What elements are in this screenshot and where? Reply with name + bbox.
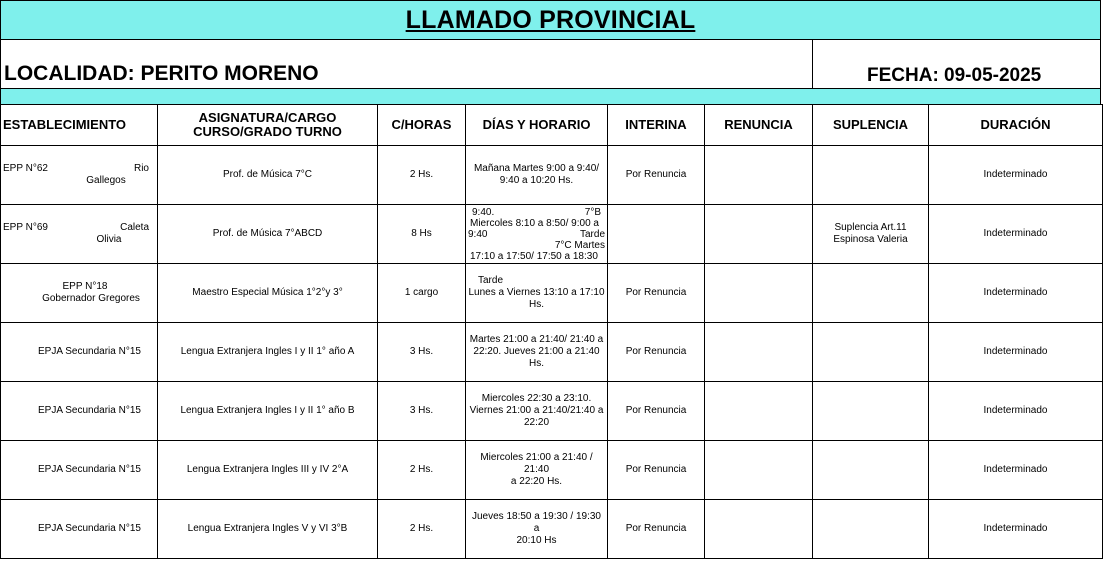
cell-horario[interactable] <box>466 441 608 500</box>
estab-city: Gallegos <box>86 175 126 186</box>
cell-asignatura[interactable]: Prof. de Música 7°ABCD <box>158 205 378 264</box>
cell-horario[interactable] <box>466 500 608 559</box>
table-row <box>1 146 1103 205</box>
header-interina[interactable]: INTERINA <box>608 105 705 146</box>
header-suplencia[interactable]: SUPLENCIA <box>813 105 929 146</box>
horario-line: Lunes a Viernes 13:10 a 17:10 <box>468 287 605 298</box>
horario-line: 20:10 Hs <box>516 535 557 546</box>
cell-asignatura[interactable]: Prof. de Música 7°C <box>158 146 378 205</box>
location-date-row <box>0 40 1101 88</box>
suplencia-line: Espinosa Valeria <box>833 234 908 245</box>
cell-interina[interactable]: Por Renuncia <box>608 441 705 500</box>
horario-line: Miercoles 8:10 a 8:50/ 9:00 a <box>470 217 599 229</box>
estab-name: EPJA Secundaria N°15 <box>38 464 141 475</box>
table-row <box>1 264 1103 323</box>
estab-name: EPJA Secundaria N°15 <box>38 523 141 534</box>
cell-renuncia[interactable] <box>705 146 813 205</box>
cell-renuncia[interactable] <box>705 441 813 500</box>
header-row <box>1 105 1103 146</box>
cell-horas[interactable]: 2 Hs. <box>378 146 466 205</box>
page-title: LLAMADO PROVINCIAL <box>405 5 696 34</box>
cell-horas[interactable]: 8 Hs <box>378 205 466 264</box>
estab-city: Olivia <box>96 234 122 245</box>
header-asignatura[interactable] <box>158 105 378 146</box>
horario-line <box>468 207 605 218</box>
header-asignatura-line2: CURSO/GRADO TURNO <box>193 124 342 139</box>
table-row <box>1 500 1103 559</box>
cell-horario[interactable] <box>466 146 608 205</box>
cell-duracion[interactable]: Indeterminado <box>929 441 1103 500</box>
horario-line: 22:20. Jueves 21:00 a 21:40 <box>473 346 600 357</box>
table-row <box>1 323 1103 382</box>
estab-line1 <box>3 163 155 175</box>
cell-duracion[interactable]: Indeterminado <box>929 323 1103 382</box>
header-establecimiento[interactable]: ESTABLECIMIENTO <box>1 105 158 146</box>
horario-line: Martes 21:00 a 21:40/ 21:40 a <box>469 334 604 345</box>
cell-establecimiento[interactable] <box>1 382 158 441</box>
horario-line <box>468 229 605 240</box>
horario-line: 17:10 a 17:50/ 17:50 a 18:30 <box>470 250 598 262</box>
cell-duracion[interactable]: Indeterminado <box>929 264 1103 323</box>
horario-line: Tarde <box>478 275 504 286</box>
horario-line: Jueves 18:50 a 19:30 / 19:30 a <box>472 511 601 534</box>
location-cell[interactable] <box>1 40 813 88</box>
estab-city-part: Caleta <box>120 222 149 233</box>
cell-establecimiento[interactable] <box>1 323 158 382</box>
cell-interina[interactable]: Por Renuncia <box>608 323 705 382</box>
estab-city: Gobernador Gregores <box>42 293 140 304</box>
title-bar <box>0 0 1101 40</box>
horario-part: 9:40. <box>472 206 495 218</box>
horario-line: Hs. <box>529 358 544 369</box>
cell-suplencia[interactable] <box>813 382 929 441</box>
vacancies-table <box>0 104 1103 559</box>
horario-line: Miercoles 21:00 a 21:40 / 21:40 <box>480 452 593 475</box>
estab-name: EPJA Secundaria N°15 <box>38 346 141 357</box>
cell-horas[interactable]: 3 Hs. <box>378 382 466 441</box>
date-label: FECHA: 09-05-2025 <box>867 65 1042 86</box>
estab-name: EPP N°18 <box>62 281 108 292</box>
cell-suplencia[interactable] <box>813 441 929 500</box>
cell-suplencia[interactable] <box>813 146 929 205</box>
header-choras[interactable]: C/HORAS <box>378 105 466 146</box>
horario-line: Miercoles 22:30 a 23:10. <box>481 393 592 404</box>
cell-renuncia[interactable] <box>705 500 813 559</box>
cell-asignatura[interactable]: Lengua Extranjera Ingles III y IV 2°A <box>158 441 378 500</box>
cell-establecimiento[interactable] <box>1 500 158 559</box>
estab-name: EPP N°62 <box>3 163 48 174</box>
cell-duracion[interactable]: Indeterminado <box>929 205 1103 264</box>
cell-interina[interactable]: Por Renuncia <box>608 500 705 559</box>
cell-asignatura[interactable]: Lengua Extranjera Ingles I y II 1° año B <box>158 382 378 441</box>
cell-suplencia[interactable] <box>813 323 929 382</box>
horario-line: Viernes 21:00 a 21:40/21:40 a <box>469 405 604 416</box>
header-renuncia[interactable]: RENUNCIA <box>705 105 813 146</box>
cell-horario[interactable] <box>466 264 608 323</box>
cell-renuncia[interactable] <box>705 264 813 323</box>
horario-line: 9:40 a 10:20 Hs. <box>499 175 574 186</box>
separator-strip <box>0 88 1101 105</box>
cell-renuncia[interactable] <box>705 323 813 382</box>
cell-suplencia[interactable] <box>813 264 929 323</box>
cell-duracion[interactable]: Indeterminado <box>929 382 1103 441</box>
horario-block <box>468 207 605 262</box>
cell-horas[interactable]: 2 Hs. <box>378 441 466 500</box>
horario-line: Mañana Martes 9:00 a 9:40/ <box>473 163 600 174</box>
horario-line: Hs. <box>529 299 544 310</box>
cell-asignatura[interactable]: Lengua Extranjera Ingles V y VI 3°B <box>158 500 378 559</box>
cell-interina[interactable] <box>608 205 705 264</box>
horario-line: 7°C Martes <box>554 239 605 251</box>
cell-suplencia[interactable] <box>813 500 929 559</box>
cell-interina[interactable]: Por Renuncia <box>608 146 705 205</box>
cell-horario[interactable] <box>466 323 608 382</box>
estab-name: EPP N°69 <box>3 222 48 233</box>
cell-suplencia[interactable] <box>813 205 929 264</box>
table-row <box>1 441 1103 500</box>
estab-line1 <box>3 222 155 234</box>
horario-line: 22:20 <box>523 417 550 428</box>
cell-renuncia[interactable] <box>705 382 813 441</box>
location-label: LOCALIDAD: PERITO MORENO <box>4 62 319 85</box>
horario-part: 9:40 <box>468 228 488 240</box>
table-row <box>1 205 1103 264</box>
cell-horas[interactable]: 2 Hs. <box>378 500 466 559</box>
cell-interina[interactable]: Por Renuncia <box>608 264 705 323</box>
cell-horas[interactable]: 3 Hs. <box>378 323 466 382</box>
horario-part: Tarde <box>579 228 605 240</box>
cell-duracion[interactable]: Indeterminado <box>929 146 1103 205</box>
cell-asignatura[interactable]: Lengua Extranjera Ingles I y II 1° año A <box>158 323 378 382</box>
cell-establecimiento[interactable] <box>1 441 158 500</box>
cell-establecimiento[interactable] <box>1 205 158 264</box>
cell-horario[interactable] <box>466 205 608 264</box>
cell-horario[interactable] <box>466 382 608 441</box>
cell-establecimiento[interactable] <box>1 146 158 205</box>
horario-part: 7°B <box>584 206 601 218</box>
header-dias[interactable]: DÍAS Y HORARIO <box>466 105 608 146</box>
estab-name: EPJA Secundaria N°15 <box>38 405 141 416</box>
cell-renuncia[interactable] <box>705 205 813 264</box>
table-row <box>1 382 1103 441</box>
horario-line: a 22:20 Hs. <box>510 476 563 487</box>
cell-asignatura[interactable]: Maestro Especial Música 1°2°y 3° <box>158 264 378 323</box>
cell-duracion[interactable]: Indeterminado <box>929 500 1103 559</box>
cell-interina[interactable]: Por Renuncia <box>608 382 705 441</box>
cell-establecimiento[interactable] <box>1 264 158 323</box>
cell-horas[interactable]: 1 cargo <box>378 264 466 323</box>
header-duracion[interactable]: DURACIÓN <box>929 105 1103 146</box>
suplencia-line: Suplencia Art.11 <box>834 222 907 233</box>
estab-city-part: Rio <box>133 163 149 174</box>
header-asignatura-line1: ASIGNATURA/CARGO <box>198 110 337 125</box>
